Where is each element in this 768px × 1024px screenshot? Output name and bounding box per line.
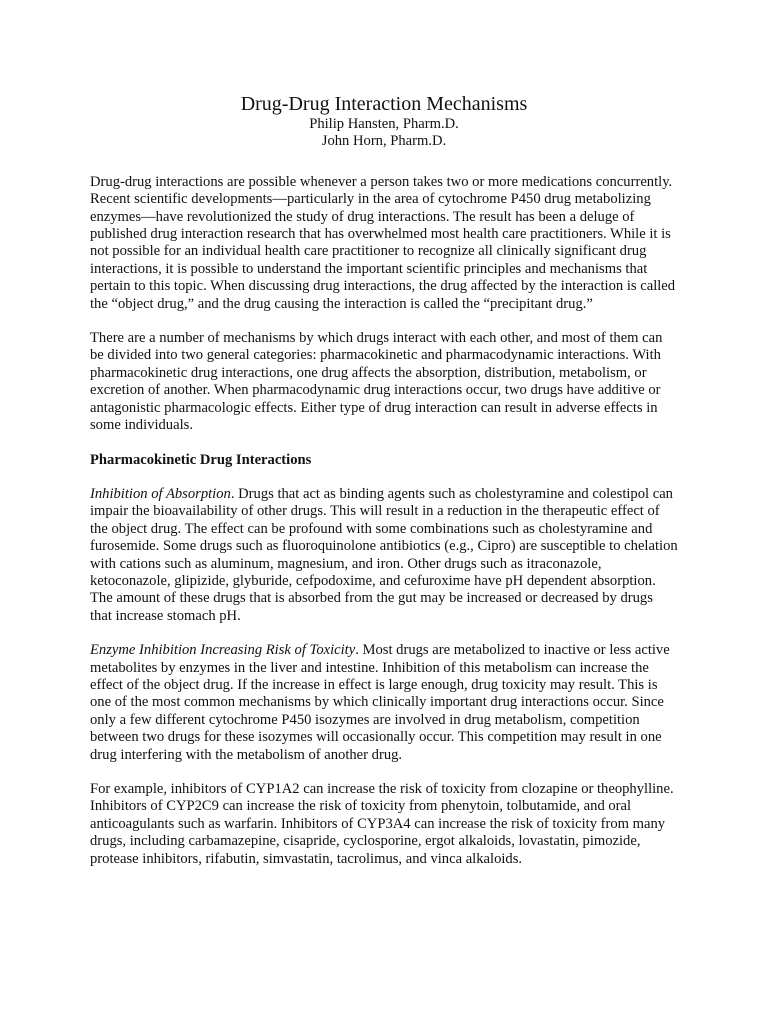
section-heading: Pharmacokinetic Drug Interactions [90, 451, 312, 468]
subsection-paragraph [90, 486, 678, 625]
intro-paragraph: Drug-drug interactions are possible whenever a person takes two or more medications concurrently. Recent scientific developments—particularly in the area of cytochrome P450 drug metabolizing enzymes—have revolutionized the study of drug interactions. The result has been a deluge of published drug interaction research that has overwhelmed most health care practitioners. While it is not possible for an individual health care practitioner to recognize all clinically significant drug interactions, it is possible to understand the important scientific principles and mechanisms that pertain to this topic. When discussing drug interactions, the drug affected by the interaction is called the “object drug,” and the drug causing the interaction is called the “precipitant drug.” [90, 173, 676, 312]
subsection-lead: Enzyme Inhibition Increasing Risk of Toxicity [90, 642, 356, 659]
pharmacokinetic-section [90, 486, 678, 868]
subsection-text: . Drugs that act as binding agents such as cholestyramine and colestipol can impair the bioavailability of other drugs. This will result in a reduction in the therapeutic effect of the object drug. The effect can be profound with some combinations such as cholestyramine and furosemide. Some drugs such as fluoroquinolone antibiotics (e.g., Cipro) are susceptible to chelation with cations such as aluminum, magnesium, and iron. Other drugs such as itraconazole, ketoconazole, glipizide, glyburide, cefpodoxime, and cefuroxime have pH dependent absorption. The amount of these drugs that is absorbed from the gut may be increased or decreased by drugs that increase stomach pH. [90, 485, 678, 624]
document-title: Drug-Drug Interaction Mechanisms [240, 93, 528, 115]
intro-paragraph: There are a number of mechanisms by which drugs interact with each other, and most of them can be divided into two general categories: pharmacokinetic and pharmacodynamic interactions. With pharmacokinetic drug interactions, one drug affects the absorption, distribution, metabolism, or excretion of another. When pharmacodynamic drug interactions occur, two drugs have additive or antagonistic pharmacologic effects. Either type of drug interaction can result in adverse effects in some individuals. [90, 330, 663, 434]
subsection-text: . Most drugs are metabolized to inactive or less active metabolites by enzymes in the liver and intestine. Inhibition of this metabolism can increase the effect of the object drug. If the increase in effect is large enough, drug toxicity may result. This is one of the most common mechanisms by which clinically important drug interactions occur. Since only a few different cytochrome P450 isozymes are involved in drug metabolism, competition between two drugs for these isozymes will occasionally occur. This competition may result in one drug interfering with the metabolism of another drug. [90, 642, 670, 763]
subsection-paragraph [90, 642, 678, 764]
author-name: John Horn, Pharm.D. [321, 133, 447, 150]
subsection-lead: Inhibition of Absorption [90, 485, 231, 502]
intro-section [90, 174, 678, 435]
author-name: Philip Hansten, Pharm.D. [309, 116, 459, 132]
closing-paragraph: For example, inhibitors of CYP1A2 can increase the risk of toxicity from clozapine or theophylline. Inhibitors of CYP2C9 can increase the risk of toxicity from phenytoin, tolbutamide, and oral anticoagulants such as warfarin. Inhibitors of CYP3A4 can increase the risk of toxicity from many drugs, including carbamazepine, cisapride, cyclosporine, ergot alkaloids, lovastatin, pimozide, protease inhibitors, rifabutin, simvastatin, tacrolimus, and vinca alkaloids. [90, 781, 674, 867]
